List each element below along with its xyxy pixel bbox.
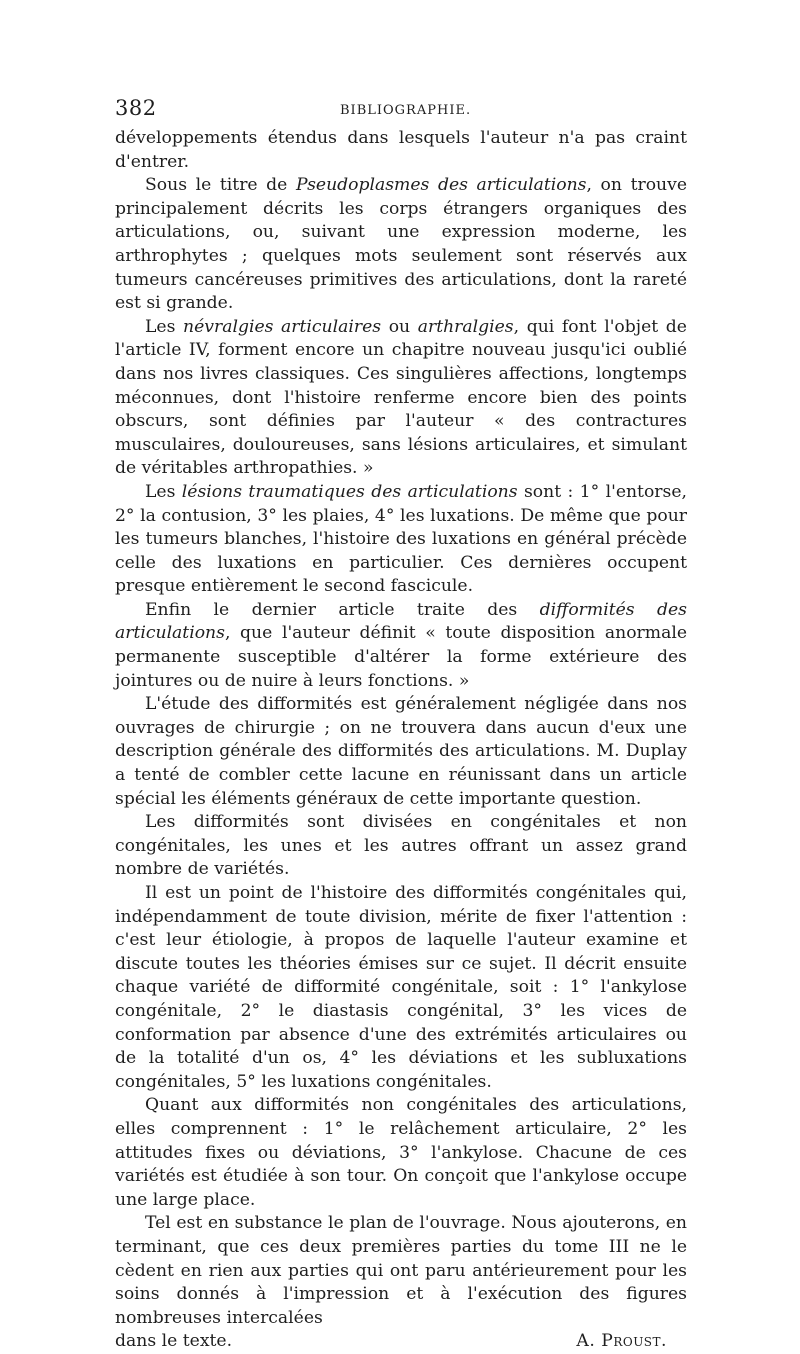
paragraph-text: , on trouve principalement décrits les corps étrangers organiques des articulations, ou, suivant une expression moderne, les arthrophytes ; quelques mots seulement sont réservés aux tumeurs cancéreuses primitives des articulations, dont la rareté est si grande. xyxy=(115,175,687,314)
paragraph-text: Sous le titre de xyxy=(145,175,296,196)
page-header xyxy=(115,96,687,126)
paragraph-text: , que l'auteur définit « toute disposition anormale permanente susceptible d'altérer la forme extérieure des jointures ou de nuire à leurs fonctions. » xyxy=(115,623,687,691)
paragraph-difformites-intro xyxy=(115,599,687,693)
running-head: BIBLIOGRAPHIE. xyxy=(340,103,472,118)
paragraph-pseudoplasmes xyxy=(115,174,687,316)
paragraph-lesions xyxy=(115,481,687,599)
paragraph-nevralgies xyxy=(115,316,687,481)
paragraph-text: sont : 1° l'entorse, 2° la contusion, 3° les plaies, 4° les luxations. De même que pour les tumeurs blanches, l'histoire des luxations en général précède celle des luxations en particulier. Ces dernières occupent presque entièrement le second fascicule. xyxy=(115,481,687,597)
paragraph-non-congenitales xyxy=(115,1094,687,1212)
italic-term: lésions traumatiques des articulations xyxy=(181,481,518,502)
paragraph-text: développements étendus dans lesquels l'auteur n'a pas craint d'entrer. xyxy=(115,128,687,172)
paragraph-text: Quant aux difformités non congénitales des articulations, elles comprennent : 1° le relâchement articulaire, 2° les attitudes fixes ou déviations, 3° l'ankylose. Chacune de ces variétés est étudiée à son tour. On conçoit que l'ankylose occupe une large place. xyxy=(115,1095,687,1210)
body-text xyxy=(115,127,687,1354)
paragraph-text: Les xyxy=(145,481,182,502)
paragraph-division xyxy=(115,811,687,882)
italic-term: arthralgies xyxy=(417,316,514,337)
paragraph-etude xyxy=(115,693,687,811)
paragraph-text: Il est un point de l'histoire des difformités congénitales qui, indépendamment de toute division, mérite de fixer l'attention : c'est leur étiologie, à propos de laquelle l'auteur examine et discute toutes les théories émises sur ce sujet. Il décrit ensuite chaque variété de difformité congénitale, soit : 1° l'ankylose congénitale, 2° le diastasis congénital, 3° les vices de conformation par absence d'une des extrémités articulaires ou de la totalité d'un os, 4° les déviations et les subluxations congénitales, 5° les luxations congénitales. xyxy=(115,883,687,1092)
paragraph-text: Les xyxy=(145,316,184,337)
paragraph-text: , qui font l'objet de l'article IV, forment encore un chapitre nouveau jusqu'ici oublié dans nos livres classiques. Ces singulières affections, longtemps méconnues, dont l'histoire renferme encore bien des points obscurs, sont définies par l'auteur « des contractures musculaires, douloureuses, sans lésions articulaires, et simulant de véritables arthropathies. » xyxy=(115,316,687,479)
closing-line xyxy=(115,1330,687,1354)
paragraph-conclusion xyxy=(115,1212,687,1330)
paragraph-congenitales xyxy=(115,882,687,1094)
closing-text: dans le texte. xyxy=(115,1331,233,1352)
paragraph-text: Enfin le dernier article traite des xyxy=(145,599,540,620)
paragraph-text: L'étude des difformités est généralement négligée dans nos ouvrages de chirurgie ; on ne trouvera dans aucun d'eux une description générale des difformités des articulations. M. Duplay a tenté de combler cette lacune en réunissant dans un article spécial les éléments généraux de cette importante question. xyxy=(115,694,687,809)
italic-term: névralgies articulaires xyxy=(183,316,382,337)
italic-term: Pseudoplasmes des articulations xyxy=(295,175,587,196)
page-number: 382 xyxy=(115,96,157,120)
paragraph-text: ou xyxy=(381,316,418,337)
paragraph-continuation xyxy=(115,127,687,174)
paragraph-text: Tel est en substance le plan de l'ouvrage. Nous ajouterons, en terminant, que ces deux premières parties du tome III ne le cèdent en rien aux parties qui ont paru antérieurement pour les soins donnés à l'impression et à l'exécution des figures nombreuses intercalées xyxy=(115,1213,687,1328)
paragraph-text: Les difformités sont divisées en congénitales et non congénitales, les unes et les autres offrant un assez grand nombre de variétés. xyxy=(115,812,687,880)
author-signature: A. Proust. xyxy=(576,1331,667,1352)
italic-term: difformités des articulations xyxy=(115,599,687,644)
